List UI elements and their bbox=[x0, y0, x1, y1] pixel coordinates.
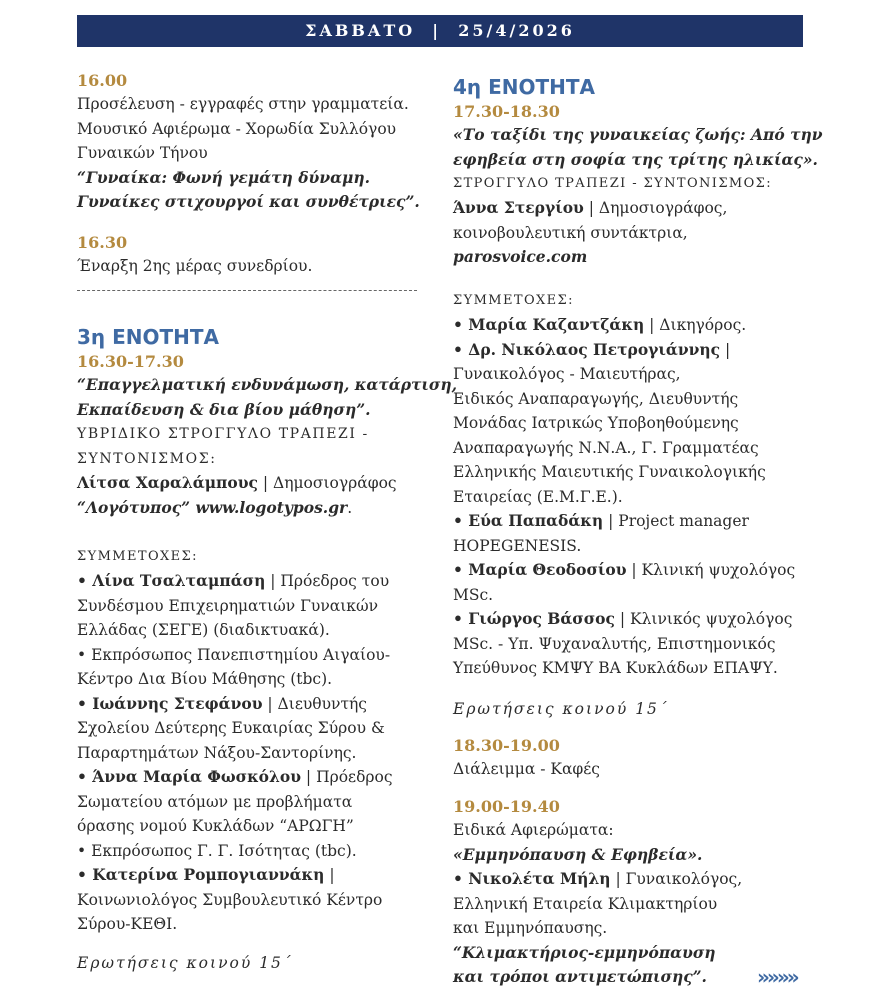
participant-role: | bbox=[324, 866, 335, 884]
text-line: Σύρου-ΚΕΘΙ. bbox=[77, 915, 178, 933]
title-line: Εκπαίδευση & δια βίου μάθηση”. bbox=[77, 399, 371, 419]
moderator bbox=[77, 471, 422, 496]
participant: • Εκπρόσωπος Γ. Γ. Ισότητας (tbc). bbox=[77, 841, 357, 860]
panel-label: ΥΒΡΙΔΙΚΟ ΣΤΡΟΓΓΥΛΟ ΤΡΑΠΕΖΙ - bbox=[77, 426, 369, 442]
participant bbox=[453, 509, 833, 534]
title-line: “Γυναίκα: Φωνή γεμάτη δύναμη. bbox=[77, 167, 371, 187]
participant-name: • Δρ. Νικόλαος Πετρογιάννης bbox=[453, 339, 721, 359]
text-line: Αναπαραγωγής Ν.Ν.Α., Γ. Γραμματέας bbox=[453, 438, 759, 457]
title-line: «Το ταξίδι της γυναικείας ζωής: Από την bbox=[453, 125, 823, 144]
participant-name: • Νικολέτα Μήλη bbox=[453, 869, 611, 888]
text-line: Γυναικών Τήνου bbox=[77, 144, 208, 162]
next-page-arrows-icon: »»»» bbox=[757, 965, 797, 989]
divider bbox=[77, 290, 417, 291]
session-time: 18.30-19.00 bbox=[453, 736, 560, 755]
participants-4 bbox=[453, 289, 833, 681]
participants-3 bbox=[77, 545, 422, 937]
participant-role: | Project manager bbox=[603, 512, 749, 530]
participant-role: | Κλινική ψυχολόγος bbox=[626, 561, 796, 579]
text-line: Ειδικός Αναπαραγωγής, Διευθυντής bbox=[453, 389, 739, 408]
participant-role: | Γυναικολόγος, bbox=[610, 870, 743, 888]
questions-4 bbox=[453, 697, 833, 721]
panel-label: ΣΥΝΤΟΝΙΣΜΟΣ: bbox=[77, 450, 217, 467]
participant bbox=[453, 338, 833, 363]
text-line: Προσέλευση - εγγραφές στην γραμματεία. bbox=[77, 95, 409, 113]
text-line: Ελληνική Εταιρεία Κλιμακτηρίου bbox=[453, 894, 718, 913]
participant bbox=[77, 863, 422, 888]
participants-label: ΣΥΜΜΕΤΟΧΕΣ: bbox=[77, 549, 198, 564]
title-line: “Επαγγελματική ενδυνάμωση, κατάρτιση, bbox=[77, 375, 458, 394]
text-line: Ελληνικής Μαιευτικής Γυναικολογικής bbox=[453, 463, 766, 481]
text-line: Γυναικολόγος - Μαιευτήρας, bbox=[453, 365, 681, 383]
participant bbox=[77, 569, 422, 594]
text-line: Κέντρο Δια Βίου Μάθησης (tbc). bbox=[77, 670, 333, 688]
panel-label: ΣΤΡΟΓΓΥΛΟ ΤΡΑΠΕΖΙ - ΣΥΝΤΟΝΙΣΜΟΣ: bbox=[453, 176, 773, 191]
text-line: MSc. bbox=[453, 585, 494, 604]
section-4 bbox=[453, 73, 833, 270]
session-time: 16.00 bbox=[77, 71, 128, 90]
website-link: “Λογότυπος” www.logotypos.gr bbox=[77, 497, 348, 517]
participant-name: • Κατερίνα Ρομπογιαννάκη bbox=[77, 865, 325, 884]
participant-name: • Άννα Μαρία Φωσκόλου bbox=[77, 767, 301, 786]
participant bbox=[453, 867, 833, 892]
moderator-role: | Δημοσιογράφος bbox=[257, 474, 397, 492]
text-line: Σχολείου Δεύτερης Ευκαιρίας Σύρου & bbox=[77, 719, 385, 737]
questions-note: Ερωτήσεις κοινού 15΄ bbox=[77, 954, 293, 972]
participant-role: | Πρόεδρος bbox=[301, 768, 393, 786]
session-opening bbox=[77, 70, 422, 215]
text-line: Συνδέσμου Επιχειρηματιών Γυναικών bbox=[77, 596, 379, 615]
section-heading: 3η ΕΝΟΤΗΤΑ bbox=[77, 325, 220, 349]
moderator bbox=[453, 196, 833, 221]
text-line: Μουσικό Αφιέρωμα - Χορωδία Συλλόγου bbox=[77, 119, 397, 138]
participant-name: • Μαρία Θεοδοσίου bbox=[453, 560, 627, 579]
text-line: Ειδικά Αφιερώματα: bbox=[453, 821, 614, 839]
section-3 bbox=[77, 323, 458, 520]
participant bbox=[453, 313, 833, 338]
title-line: “Κλιμακτήριος-εμμηνόπαυση bbox=[453, 942, 716, 962]
text-line: Υπεύθυνος ΚΜΨΥ ΒΑ Κυκλάδων ΕΠΑΨΥ. bbox=[453, 659, 778, 677]
participant bbox=[77, 765, 422, 790]
participant: • Εκπρόσωπος Πανεπιστημίου Αιγαίου- bbox=[77, 645, 391, 664]
session-time: 16.30-17.30 bbox=[77, 352, 184, 371]
text-line: Εταιρείας (Ε.Μ.Γ.Ε.). bbox=[453, 487, 623, 506]
website-link: parosvoice.com bbox=[453, 247, 588, 266]
text-line: Κοινωνιολόγος Συμβουλευτικό Κέντρο bbox=[77, 890, 383, 909]
moderator-name: Άννα Στεργίου bbox=[453, 198, 584, 217]
participant bbox=[453, 558, 833, 583]
participant-name: • Μαρία Καζαντζάκη bbox=[453, 315, 645, 334]
text-line: Ελλάδας (ΣΕΓΕ) (διαδικτυακά). bbox=[77, 621, 330, 639]
title-line: Γυναίκες στιχουργοί και συνθέτριες”. bbox=[77, 192, 420, 211]
text-line bbox=[77, 496, 422, 521]
section-heading: 4η ΕΝΟΤΗΤΑ bbox=[453, 75, 596, 99]
date-banner: ΣΑΒΒΑΤΟ | 25/4/2026 bbox=[77, 15, 803, 47]
participant-name: • Ιωάννης Στεφάνου bbox=[77, 693, 263, 713]
text-line: MSc. - Υπ. Ψυχαναλυτής, Επιστημονικός bbox=[453, 634, 776, 653]
participants-label: ΣΥΜΜΕΤΟΧΕΣ: bbox=[453, 293, 574, 308]
participant bbox=[453, 607, 833, 632]
session-time: 19.00-19.40 bbox=[453, 797, 560, 816]
text-line: Μονάδας Ιατρικώς Υποβοηθούμενης bbox=[453, 414, 739, 432]
text-line: . bbox=[347, 498, 353, 517]
text-line: και Εμμηνόπαυσης. bbox=[453, 919, 608, 937]
text-line: HOPEGENESIS. bbox=[453, 536, 582, 555]
participant-role: | Διευθυντής bbox=[262, 694, 367, 713]
participant-name: • Λίνα Τσαλταμπάση bbox=[77, 571, 266, 590]
text-line: Παραρτημάτων Νάξου-Σαντορίνης. bbox=[77, 743, 357, 762]
title-line: «Εμμηνόπαυση & Εφηβεία». bbox=[453, 844, 703, 864]
session-day-start bbox=[77, 232, 422, 279]
questions-3 bbox=[77, 951, 422, 975]
text-line: Σωματείου ατόμων με προβλήματα bbox=[77, 792, 353, 811]
title-line: και τρόποι αντιμετώπισης”. bbox=[453, 967, 707, 986]
participant bbox=[77, 692, 422, 717]
text-line: όρασης νομού Κυκλάδων “ΑΡΩΓΗ” bbox=[77, 817, 354, 835]
questions-note: Ερωτήσεις κοινού 15΄ bbox=[453, 700, 669, 718]
participant-name: • Γιώργος Βάσσος bbox=[453, 609, 615, 628]
session-time: 17.30-18.30 bbox=[453, 102, 560, 121]
text-line: Έναρξη 2ης μέρας συνεδρίου. bbox=[77, 257, 313, 275]
moderator-name: Λίτσα Χαραλάμπους bbox=[77, 473, 258, 492]
participant-role: | Κλινικός ψυχολόγος bbox=[614, 610, 793, 628]
session-time: 16.30 bbox=[77, 233, 128, 252]
title-line: εφηβεία στη σοφία της τρίτης ηλικίας». bbox=[453, 149, 818, 169]
participant-role: | bbox=[720, 340, 731, 359]
session-special bbox=[453, 796, 833, 990]
session-break bbox=[453, 735, 833, 782]
participant-name: • Εύα Παπαδάκη bbox=[453, 511, 604, 530]
participant-role: | Δικηγόρος. bbox=[644, 316, 747, 334]
participant-role: | Πρόεδρος του bbox=[265, 572, 390, 590]
text-line: κοινοβουλευτική συντάκτρια, bbox=[453, 223, 688, 242]
text-line: Διάλειμμα - Καφές bbox=[453, 760, 600, 778]
moderator-role: | Δημοσιογράφος, bbox=[583, 199, 728, 217]
